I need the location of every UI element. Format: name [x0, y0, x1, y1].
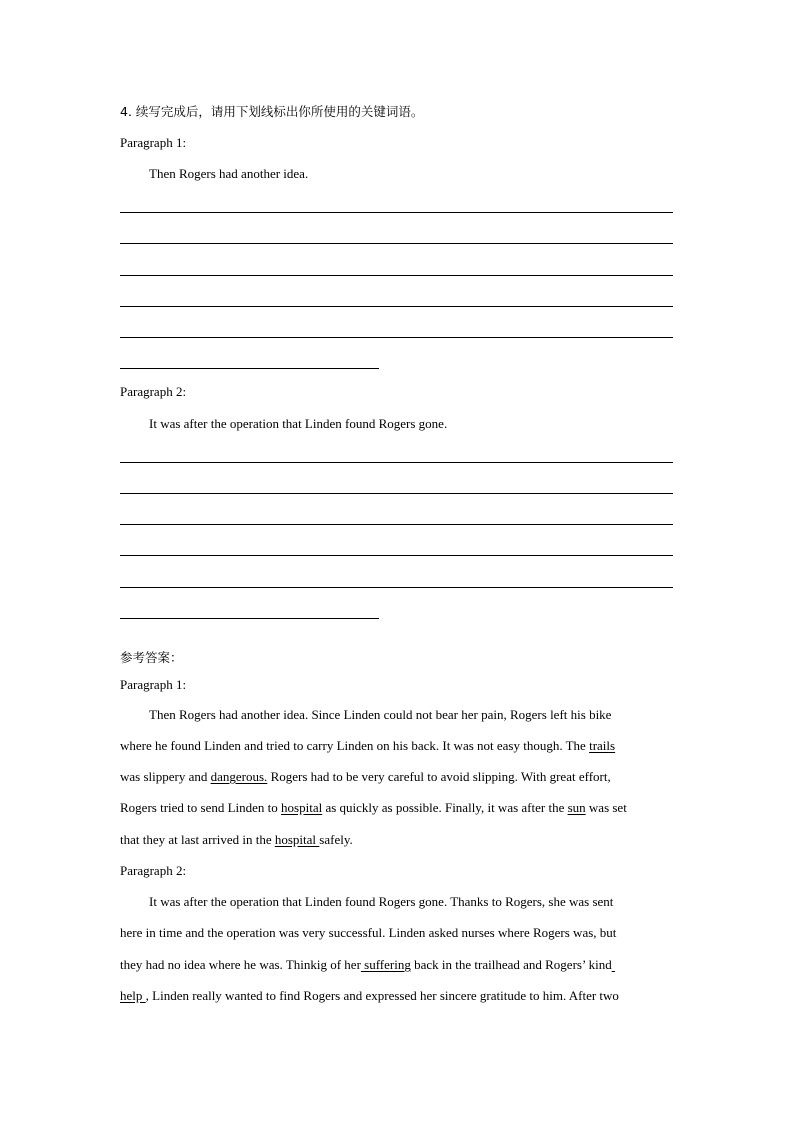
answer-text: , Linden really wanted to find Rogers and expressed her sincere gratitude to him. After two [145, 988, 619, 1003]
answer-text: where he found Linden and tried to carry Linden on his back. It was not easy though. The [120, 738, 590, 753]
key-word: dangerous. [210, 769, 268, 784]
writing-line [120, 337, 673, 338]
answer-text: as quickly as possible. Finally, it was after the [322, 800, 568, 815]
key-word: hospital [281, 800, 323, 815]
answer-text: Rogers tried to send Linden to [120, 800, 282, 815]
answer-p2-line [120, 957, 615, 973]
answer-text: Rogers had to be very careful to avoid slipping. With great effort, [267, 769, 611, 784]
writing-line [120, 306, 673, 307]
answer-paragraph-1-label: Paragraph 1: [120, 677, 187, 692]
answer-p1-line [120, 738, 615, 754]
paragraph-2-label: Paragraph 2: [120, 384, 187, 399]
answer-heading: 参考答案： [120, 650, 183, 665]
answer-text: that they at last arrived in the [120, 832, 275, 847]
writing-line [120, 243, 673, 244]
key-word: sun [567, 800, 586, 815]
answer-p2-line [120, 988, 619, 1004]
answer-p2-line: It was after the operation that Linden found Rogers gone. Thanks to Rogers, she was sent [149, 894, 614, 909]
paragraph-1-opening: Then Rogers had another idea. [149, 166, 309, 181]
key-word [612, 957, 615, 972]
key-word: help [120, 988, 146, 1003]
writing-line [120, 587, 673, 588]
task-instruction: 4. 续写完成后，请用下划线标出你所使用的关键词语。 [120, 104, 424, 119]
answer-text: was set [585, 800, 627, 815]
answer-paragraph-2-label: Paragraph 2: [120, 863, 187, 878]
writing-line [120, 462, 673, 463]
paragraph-2-opening: It was after the operation that Linden found Rogers gone. [149, 416, 448, 431]
answer-p1-line [120, 769, 611, 785]
answer-p1-line [120, 800, 627, 816]
key-word: trails [589, 738, 616, 753]
paragraph-1-label: Paragraph 1: [120, 135, 187, 150]
answer-text: back in the trailhead and Rogers’ kind [410, 957, 612, 972]
answer-p1-line: Then Rogers had another idea. Since Linden could not bear her pain, Rogers left his bike [149, 707, 612, 722]
key-word: hospital [274, 832, 320, 847]
writing-line-short [120, 618, 379, 619]
answer-text: was slippery and [120, 769, 211, 784]
writing-line [120, 524, 673, 525]
answer-text: safely. [319, 832, 353, 847]
writing-line-short [120, 368, 379, 369]
writing-line [120, 275, 673, 276]
answer-p1-line [120, 832, 353, 848]
key-word: suffering [360, 957, 411, 972]
answer-text: they had no idea where he was. Thinkig of her [120, 957, 361, 972]
writing-line [120, 212, 673, 213]
writing-line [120, 493, 673, 494]
writing-line [120, 555, 673, 556]
answer-p2-line: here in time and the operation was very successful. Linden asked nurses where Rogers was, but [120, 925, 617, 940]
